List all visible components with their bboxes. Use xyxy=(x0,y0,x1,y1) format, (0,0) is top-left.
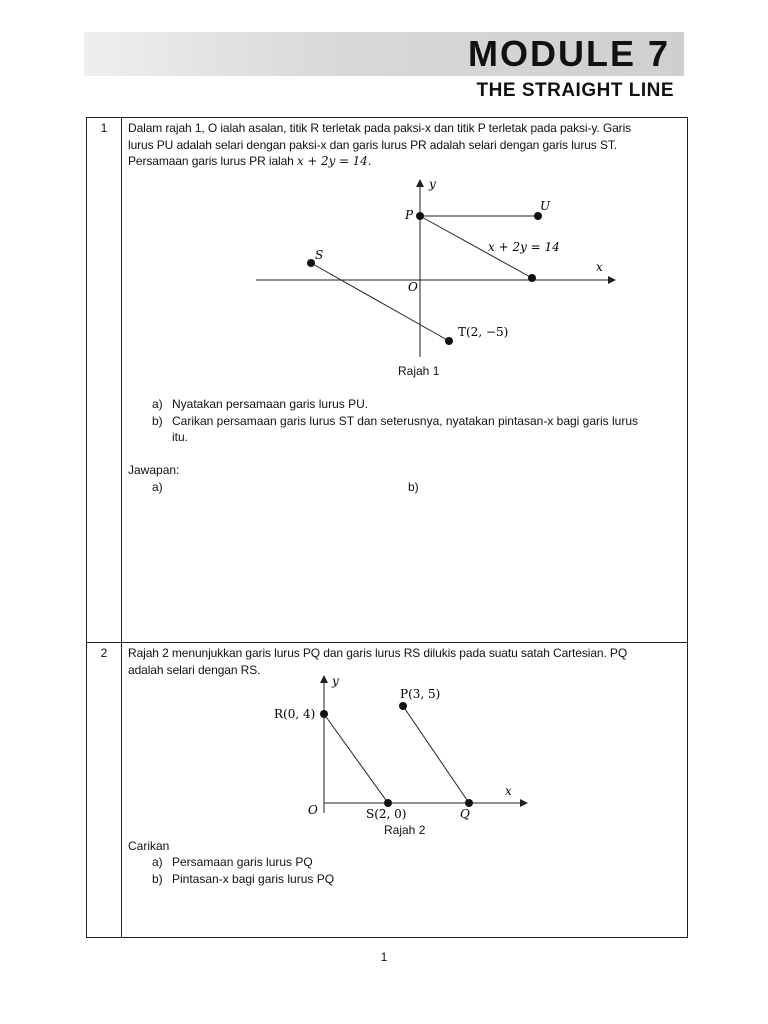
question-number: 2 xyxy=(100,646,108,660)
question-text xyxy=(122,118,687,170)
question-part-a xyxy=(152,396,712,413)
module-title: MODULE 7 xyxy=(467,33,670,74)
figure-caption: Rajah 2 xyxy=(384,823,426,837)
pr-equation: x + 2y = 14. xyxy=(296,154,372,168)
figure-rajah-2 xyxy=(272,673,532,823)
y-axis-label: y xyxy=(429,177,436,191)
line-pq xyxy=(403,706,469,803)
point-u xyxy=(534,212,542,220)
point-r xyxy=(320,710,328,718)
figure-rajah-1 xyxy=(222,173,622,363)
y-axis-arrow xyxy=(416,179,424,187)
question-line: adalah selari dengan RS. xyxy=(128,662,261,677)
figure-caption: Rajah 1 xyxy=(398,364,440,378)
question-line: Dalam rajah 1, O ialah asalan, titik R terletak pada paksi-x dan titik P terletak pada paksi-y. Garis xyxy=(128,121,632,135)
question-number-cell xyxy=(87,643,122,938)
x-axis-label: x xyxy=(505,784,512,798)
point-t xyxy=(445,337,453,345)
question-number-cell xyxy=(87,118,122,643)
part-text: Pintasan-x bagi garis lurus PQ xyxy=(172,871,335,886)
question-number: 1 xyxy=(100,121,108,135)
point-t-label: T(2, −5) xyxy=(458,325,509,339)
part-label: a) xyxy=(152,397,163,411)
question-parts xyxy=(152,396,712,446)
part-label: b) xyxy=(152,413,163,428)
point-s-label: S(2, 0) xyxy=(366,807,407,821)
part-text: Persamaan garis lurus PQ xyxy=(172,855,313,869)
point-r xyxy=(528,274,536,282)
part-text: Nyatakan persamaan garis lurus PU. xyxy=(172,397,369,411)
pr-equation-label: x + 2y = 14 xyxy=(488,240,560,254)
part-label: b) xyxy=(152,871,163,886)
question-prompt: Carikan xyxy=(128,839,170,853)
question-part-b xyxy=(152,871,692,888)
question-content-1 xyxy=(122,118,688,643)
page-number: 1 xyxy=(380,950,388,964)
point-r-label: R(0, 4) xyxy=(274,707,316,721)
point-q xyxy=(465,799,473,807)
question-part-a xyxy=(152,854,692,871)
part-text: itu. xyxy=(172,430,189,444)
question-parts xyxy=(152,854,692,887)
line-st xyxy=(311,263,449,341)
part-text: Carikan persamaan garis lurus ST dan seterusnya, nyatakan pintasan-x bagi garis lurus xyxy=(172,413,639,428)
questions-table xyxy=(86,117,688,938)
question-part-b xyxy=(152,413,712,446)
question-line: lurus PU adalah selari dengan paksi-x dan garis lurus PR adalah selari dengan garis lurus ST. xyxy=(128,137,617,152)
question-row-1 xyxy=(87,118,688,643)
point-p-label: P xyxy=(405,208,414,222)
point-p-label: P(3, 5) xyxy=(400,687,441,701)
module-subtitle: THE STRAIGHT LINE xyxy=(476,80,674,101)
part-label: a) xyxy=(152,855,163,869)
point-p xyxy=(399,702,407,710)
y-axis-arrow xyxy=(320,675,328,683)
point-u-label: U xyxy=(540,199,551,213)
answer-heading: Jawapan: xyxy=(128,463,180,477)
question-line-prefix: Persamaan garis lurus PR ialah xyxy=(128,154,294,168)
x-axis-label: x xyxy=(596,260,603,274)
origin-label: O xyxy=(408,280,418,294)
x-axis-arrow xyxy=(608,276,616,284)
point-s xyxy=(307,259,315,267)
question-content-2 xyxy=(122,643,688,938)
line-rs xyxy=(324,714,388,803)
answer-part-a[interactable]: a) xyxy=(152,480,163,494)
question-line: Rajah 2 menunjukkan garis lurus PQ dan garis lurus RS dilukis pada suatu satah Cartesian. PQ xyxy=(128,646,628,660)
point-s-label: S xyxy=(315,248,324,262)
point-p xyxy=(416,212,424,220)
origin-label: O xyxy=(308,803,318,817)
point-q-label: Q xyxy=(460,807,470,821)
question-row-2 xyxy=(87,643,688,938)
question-line xyxy=(128,153,681,170)
point-s xyxy=(384,799,392,807)
y-axis-label: y xyxy=(332,674,339,688)
x-axis-arrow xyxy=(520,799,528,807)
answer-part-b[interactable]: b) xyxy=(408,480,419,494)
